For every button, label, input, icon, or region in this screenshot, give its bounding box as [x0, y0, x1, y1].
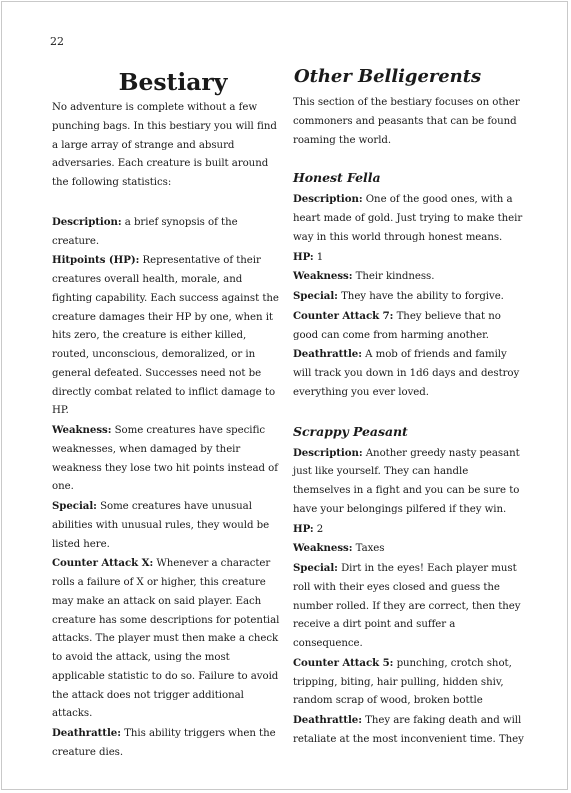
- stat-text: They have the ability to forgive.: [337, 291, 504, 302]
- stat-label: Special:: [293, 562, 338, 574]
- document-page: [1, 1, 568, 790]
- stat-label: Description:: [293, 193, 363, 206]
- stat-label: Deathrattle:: [52, 727, 121, 739]
- section-intro: This section of the bestiary focuses on other commoners and peasants that can be found roaming the world.: [293, 97, 520, 146]
- stat-label: Deathrattle:: [293, 348, 362, 361]
- stat-label: Special:: [52, 500, 97, 512]
- stat-text: a brief synopsis of the creature.: [52, 216, 238, 247]
- stat-label: Weakness:: [293, 542, 353, 555]
- right-column: [293, 66, 525, 750]
- stat-text: punching, crotch shot, tripping, biting, hair pulling, hidden shiv, random scrap of wood, broken bottle: [293, 657, 512, 707]
- stat-text: Representative of their creatures overall health, morale, and fighting capability. Each success against the creature damages their HP by one, when it hits zero, the creature is either killed, routed, unconscious, demoralized, or in general defeated. Successes need not be directly combat related to inflict damage to HP.: [52, 255, 279, 417]
- stat-text: 1: [313, 251, 324, 263]
- scrappy-peasant-deathrattle: [293, 711, 525, 750]
- stat-label: Hitpoints (HP):: [52, 254, 140, 267]
- stat-label: Description:: [52, 215, 122, 228]
- stat-description: [52, 213, 282, 252]
- scrappy-peasant-hp: [293, 520, 525, 540]
- scrappy-peasant-description: [293, 444, 525, 520]
- scrappy-peasant-special: [293, 559, 525, 654]
- stat-label: Counter Attack 5:: [293, 656, 394, 669]
- intro-paragraph: No adventure is complete without a few punching bags. In this bestiary you will find a large array of strange and absurd adversaries. Each creature is built around the following statistics:: [52, 102, 277, 188]
- stat-text: Some creatures have unusual abilities with unusual rules, they would be listed here.: [52, 501, 270, 550]
- stat-label: Counter Attack X:: [52, 557, 154, 570]
- stat-deathrattle: [52, 724, 282, 763]
- stat-text: Another greedy nasty peasant just like yourself. They can handle themselves in a fight and you can be sure to have your belongings pilfered if they win.: [293, 447, 520, 515]
- scrappy-peasant-counter-attack: [293, 654, 525, 711]
- creature-name-scrappy-peasant: Scrappy Peasant: [293, 423, 408, 439]
- stat-text: Their kindness.: [352, 271, 435, 283]
- left-column: [52, 68, 282, 763]
- stat-label: Counter Attack 7:: [293, 309, 394, 322]
- stat-special: [52, 497, 282, 554]
- stat-text: Some creatures have specific weaknesses, when damaged by their weakness they lose two hit points instead of one.: [52, 425, 278, 493]
- stat-text: One of the good ones, with a heart made of gold. Just trying to make their way in this world through honest means.: [293, 194, 523, 243]
- stat-text: Whenever a character rolls a failure of X or higher, this creature may make an attack on said player. Each creature has some descriptions for potential attacks. The player must then make a check to avoid the attack, using the most applicable statistic to do so. Failure to avoid the attack does not trigger additional attacks.: [52, 558, 280, 720]
- stat-label: Weakness:: [52, 424, 112, 436]
- page-title: Bestiary: [118, 68, 228, 96]
- stat-label: Description:: [293, 446, 363, 459]
- stat-text: This ability triggers when the creature dies.: [52, 728, 276, 758]
- stat-label: HP:: [293, 250, 314, 263]
- honest-fella-special: [293, 287, 525, 307]
- honest-fella-description: [293, 190, 525, 247]
- honest-fella-weakness: [293, 267, 525, 287]
- stat-weakness: [52, 421, 282, 497]
- stat-hitpoints: [52, 251, 282, 421]
- stat-label: Weakness:: [293, 270, 353, 283]
- stat-label: HP:: [293, 522, 314, 535]
- page-number: 22: [50, 35, 64, 48]
- stat-text: Dirt in the eyes! Each player must roll with their eyes closed and guess the number rolled. If they are correct, then they receive a dirt point and suffer a consequence.: [293, 563, 521, 649]
- stat-text: A mob of friends and family will track you down in 1d6 days and destroy everything you ever loved.: [293, 349, 520, 398]
- scrappy-peasant-weakness: [293, 539, 525, 559]
- stat-text: They are faking death and will retaliate at the most inconvenient time. They: [293, 715, 524, 745]
- honest-fella-hp: [293, 248, 525, 268]
- stat-label: Deathrattle:: [293, 714, 362, 726]
- stat-text: They believe that no good can come from harming another.: [293, 310, 501, 341]
- section-title: Other Belligerents: [294, 66, 482, 87]
- stat-counter-attack: [52, 554, 282, 724]
- stat-text: 2: [313, 523, 324, 535]
- stat-label: Special:: [293, 290, 338, 302]
- stat-text: Taxes: [352, 543, 385, 555]
- honest-fella-counter-attack: [293, 307, 525, 346]
- creature-name-honest-fella: Honest Fella: [293, 170, 381, 186]
- honest-fella-deathrattle: [293, 345, 525, 402]
